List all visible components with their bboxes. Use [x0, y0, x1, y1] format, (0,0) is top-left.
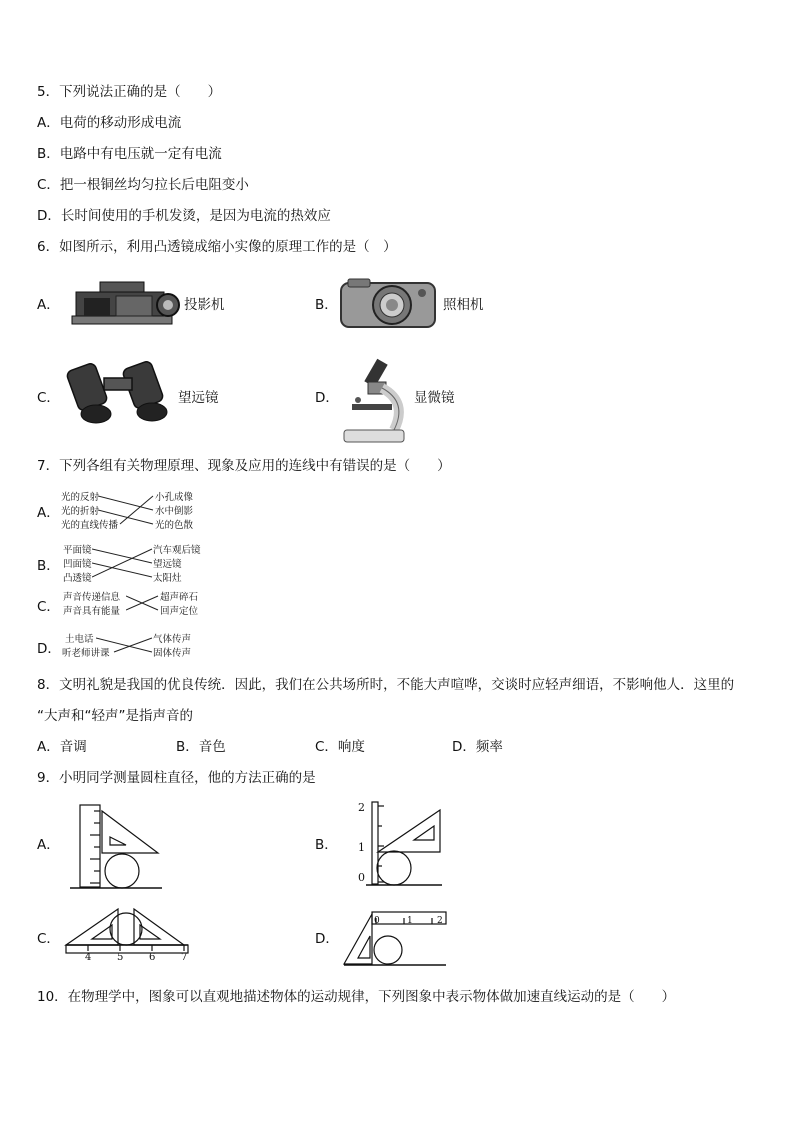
- q7-d-left-2: 听老师讲课: [62, 648, 110, 659]
- q7-d-left-1: 土电话: [65, 634, 94, 645]
- q7-d-connectors: [96, 632, 154, 660]
- q6-option-a-name: 投影机: [184, 297, 225, 313]
- q7-a-left-1: 光的反射: [61, 492, 100, 503]
- q9-d-tick-2: 2: [437, 916, 443, 926]
- q7-b-right-3: 太阳灶: [153, 573, 182, 584]
- q7-a-left-3: 光的直线传播: [61, 520, 119, 531]
- q6-option-d-letter: D．: [315, 390, 339, 406]
- q6-option-b-name: 照相机: [443, 297, 484, 313]
- q9-d-tick-0: 0: [374, 916, 380, 926]
- q6-option-c-letter: C．: [37, 390, 60, 406]
- q6-option-a-letter: A．: [37, 297, 60, 313]
- q9-d-tick-1: 1: [407, 916, 413, 926]
- q7-d-right-1: 气体传声: [153, 634, 192, 645]
- q9-option-c-letter: C．: [37, 931, 60, 947]
- q7-a-connectors: [98, 490, 158, 530]
- q7-d-right-2: 固体传声: [153, 648, 192, 659]
- q7-stem: 7．下列各组有关物理原理、现象及应用的连线中有错误的是（ ）: [37, 458, 451, 474]
- q7-b-connectors: [92, 543, 154, 583]
- q9-b-tick-2: 2: [358, 801, 365, 814]
- q7-a-right-2: 水中倒影: [155, 506, 194, 517]
- q9-option-a-letter: A．: [37, 837, 60, 853]
- q9-c-tick-7: 7: [181, 952, 188, 963]
- q9-b-tick-0: 0: [358, 871, 365, 884]
- q7-option-c-letter: C．: [37, 599, 60, 615]
- q7-c-left-1: 声音传递信息: [63, 592, 121, 603]
- q9-c-tick-5: 5: [117, 952, 124, 963]
- q5-option-c: C．把一根铜丝均匀拉长后电阻变小: [37, 177, 249, 193]
- q5-option-b: B．电路中有电压就一定有电流: [37, 146, 222, 162]
- camera-image: [338, 277, 438, 329]
- q7-c-left-2: 声音具有能量: [63, 606, 121, 617]
- q9-c-tick-4: 4: [85, 952, 92, 963]
- q9-option-b-letter: B．: [315, 837, 338, 853]
- q7-c-right-1: 超声碎石: [160, 592, 199, 603]
- q7-c-right-2: 回声定位: [160, 606, 199, 617]
- q6-stem: 6．如图所示，利用凸透镜成缩小实像的原理工作的是（ ）: [37, 239, 397, 255]
- q7-b-left-2: 凹面镜: [63, 559, 92, 570]
- q7-c-connectors: [126, 590, 160, 618]
- q6-option-c-name: 望远镜: [178, 390, 219, 406]
- q8-option-c: C．响度: [315, 739, 365, 755]
- q5-option-d: D．长时间使用的手机发烫，是因为电流的热效应: [37, 208, 331, 224]
- q9-option-d-letter: D．: [315, 931, 339, 947]
- q9-figure-d: [342, 910, 448, 968]
- q8-stem-line1: 8．文明礼貌是我国的优良传统．因此，我们在公共场所时，不能大声喧哗，交谈时应轻声细语，不影响他人．这里的: [37, 677, 735, 693]
- q7-option-d-letter: D．: [37, 641, 61, 657]
- q7-b-right-2: 望远镜: [153, 559, 182, 570]
- q7-b-left-1: 平面镜: [63, 545, 92, 556]
- q7-a-left-2: 光的折射: [61, 506, 100, 517]
- binoculars-image: [66, 360, 176, 426]
- q7-option-a-letter: A．: [37, 505, 60, 521]
- projector-image: [70, 278, 182, 328]
- q5-option-a: A．电荷的移动形成电流: [37, 115, 182, 131]
- q7-b-right-1: 汽车观后镜: [153, 545, 201, 556]
- q7-option-b-letter: B．: [37, 558, 60, 574]
- q9-figure-a: [66, 803, 166, 891]
- q9-c-tick-6: 6: [149, 952, 156, 963]
- q6-option-b-letter: B．: [315, 297, 338, 313]
- q6-option-d-name: 显微镜: [414, 390, 455, 406]
- microscope-image: [338, 352, 414, 444]
- q7-a-right-1: 小孔成像: [155, 492, 194, 503]
- q8-stem-line2: “大声和“轻声”是指声音的: [37, 708, 193, 724]
- q8-option-a: A．音调: [37, 739, 87, 755]
- q5-stem: 5．下列说法正确的是（ ）: [37, 84, 222, 100]
- q7-a-right-3: 光的色散: [155, 520, 194, 531]
- q8-option-d: D．频率: [452, 739, 503, 755]
- q9-figure-c: [64, 905, 190, 961]
- q8-option-b: B．音色: [176, 739, 226, 755]
- q7-b-left-3: 凸透镜: [63, 573, 92, 584]
- q9-stem: 9．小明同学测量圆柱直径，他的方法正确的是: [37, 770, 316, 786]
- q10-stem: 10．在物理学中，图象可以直观地描述物体的运动规律，下列图象中表示物体做加速直线运动的是（ ）: [37, 989, 676, 1005]
- q9-b-tick-1: 1: [358, 841, 365, 854]
